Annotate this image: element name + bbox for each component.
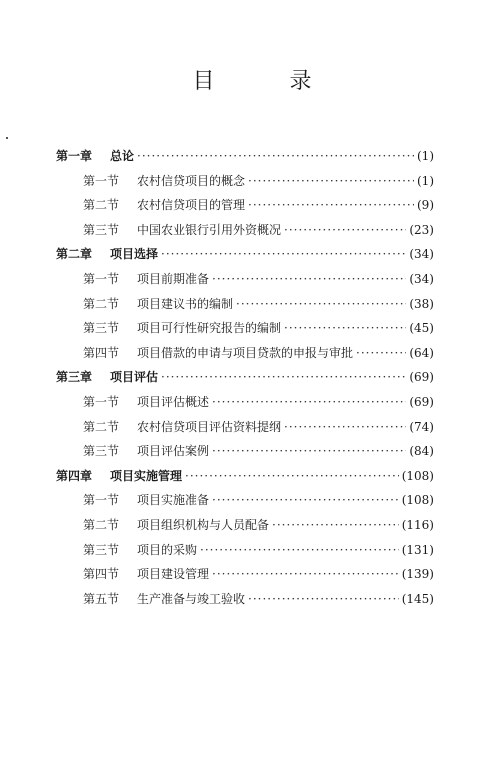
toc-section-entry xyxy=(56,418,434,443)
section-title: 项目评估案例 xyxy=(137,444,210,459)
toc-section-entry xyxy=(56,516,434,541)
toc-section-entry xyxy=(56,270,434,295)
page-number: (38) xyxy=(409,296,434,311)
chapter-title: 总论 xyxy=(110,149,135,163)
toc-section-entry xyxy=(56,295,434,320)
page-number: (9) xyxy=(417,198,434,213)
dot-leader xyxy=(248,174,414,188)
section-title: 项目组织机构与人员配备 xyxy=(137,517,270,532)
toc-section-entry xyxy=(56,319,434,344)
page-number: (1) xyxy=(417,149,434,163)
page-number: (131) xyxy=(401,542,434,557)
dot-leader xyxy=(284,420,406,434)
page-number: (74) xyxy=(409,419,434,434)
dot-leader xyxy=(248,198,414,212)
section-title: 生产准备与竣工验收 xyxy=(137,591,246,606)
chapter-number: 第一章 xyxy=(56,149,93,163)
section-title: 农村信贷项目的管理 xyxy=(137,198,246,213)
section-number: 第一节 xyxy=(83,173,120,188)
section-number: 第三节 xyxy=(83,444,120,459)
dot-leader xyxy=(200,543,399,557)
section-number: 第一节 xyxy=(83,271,120,286)
page-number: (45) xyxy=(409,321,434,336)
section-title: 项目的采购 xyxy=(137,542,198,557)
dot-leader xyxy=(212,493,399,507)
page-number: (34) xyxy=(409,247,434,262)
section-title: 项目可行性研究报告的编制 xyxy=(137,321,282,336)
section-number: 第三节 xyxy=(83,222,120,237)
dot-leader xyxy=(161,370,406,384)
chapter-title: 项目评估 xyxy=(110,370,159,385)
page-number: (108) xyxy=(401,468,434,483)
dot-leader xyxy=(236,297,406,311)
dot-leader xyxy=(212,272,406,286)
section-title: 农村信贷项目评估资料提纲 xyxy=(137,419,282,434)
toc-chapter-entry xyxy=(56,147,434,172)
page-number: (108) xyxy=(401,493,434,508)
page-number: (145) xyxy=(401,591,434,606)
toc-section-entry xyxy=(56,442,434,467)
section-title: 中国农业银行引用外资概况 xyxy=(137,222,282,237)
section-number: 第一节 xyxy=(83,394,120,409)
dot-leader xyxy=(212,567,399,581)
dot-leader xyxy=(212,444,406,458)
toc-section-entry xyxy=(56,344,434,369)
section-number: 第二节 xyxy=(83,517,120,532)
dot-leader xyxy=(212,395,406,409)
margin-speck xyxy=(6,137,8,139)
page-number: (64) xyxy=(409,345,434,360)
chapter-title: 项目选择 xyxy=(110,247,159,262)
section-title: 项目评估概述 xyxy=(137,394,210,409)
section-number: 第三节 xyxy=(83,542,120,557)
toc-chapter-entry xyxy=(56,245,434,270)
section-title: 农村信贷项目的概念 xyxy=(137,173,246,188)
page-number: (69) xyxy=(409,370,434,385)
chapter-number: 第四章 xyxy=(56,468,93,483)
section-number: 第三节 xyxy=(83,321,120,336)
section-title: 项目建议书的编制 xyxy=(137,296,234,311)
section-number: 第四节 xyxy=(83,345,120,360)
dot-leader xyxy=(185,469,399,483)
dot-leader xyxy=(272,518,399,532)
dot-leader xyxy=(356,346,406,360)
toc-section-entry xyxy=(56,541,434,566)
page-number: (34) xyxy=(409,271,434,286)
page-number: (23) xyxy=(409,222,434,237)
section-number: 第二节 xyxy=(83,419,120,434)
dot-leader xyxy=(137,149,414,163)
section-title: 项目借款的申请与项目贷款的申报与审批 xyxy=(137,345,354,360)
chapter-number: 第三章 xyxy=(56,370,93,385)
dot-leader xyxy=(284,321,406,335)
toc-section-entry xyxy=(56,565,434,590)
dot-leader xyxy=(161,247,406,261)
toc-section-entry xyxy=(56,196,434,221)
page-number: (1) xyxy=(417,173,434,188)
page-number: (84) xyxy=(409,444,434,459)
table-of-contents xyxy=(56,147,434,614)
section-number: 第五节 xyxy=(83,591,120,606)
section-title: 项目前期准备 xyxy=(137,271,210,286)
toc-section-entry xyxy=(56,221,434,246)
dot-leader xyxy=(248,592,399,606)
page-number: (116) xyxy=(401,517,434,532)
section-title: 项目实施准备 xyxy=(137,493,210,508)
chapter-title: 项目实施管理 xyxy=(110,468,183,483)
section-number: 第二节 xyxy=(83,198,120,213)
section-title: 项目建设管理 xyxy=(137,567,210,582)
chapter-number: 第二章 xyxy=(56,247,93,262)
toc-chapter-entry xyxy=(56,467,434,492)
dot-leader xyxy=(284,223,406,237)
section-number: 第二节 xyxy=(83,296,120,311)
page-number: (139) xyxy=(401,567,434,582)
toc-section-entry xyxy=(56,172,434,197)
toc-section-entry xyxy=(56,393,434,418)
page-title: 目 录 xyxy=(192,69,346,94)
section-number: 第四节 xyxy=(83,567,120,582)
section-number: 第一节 xyxy=(83,493,120,508)
toc-chapter-entry xyxy=(56,368,434,393)
toc-section-entry xyxy=(56,491,434,516)
toc-section-entry xyxy=(56,590,434,615)
page-number: (69) xyxy=(409,394,434,409)
